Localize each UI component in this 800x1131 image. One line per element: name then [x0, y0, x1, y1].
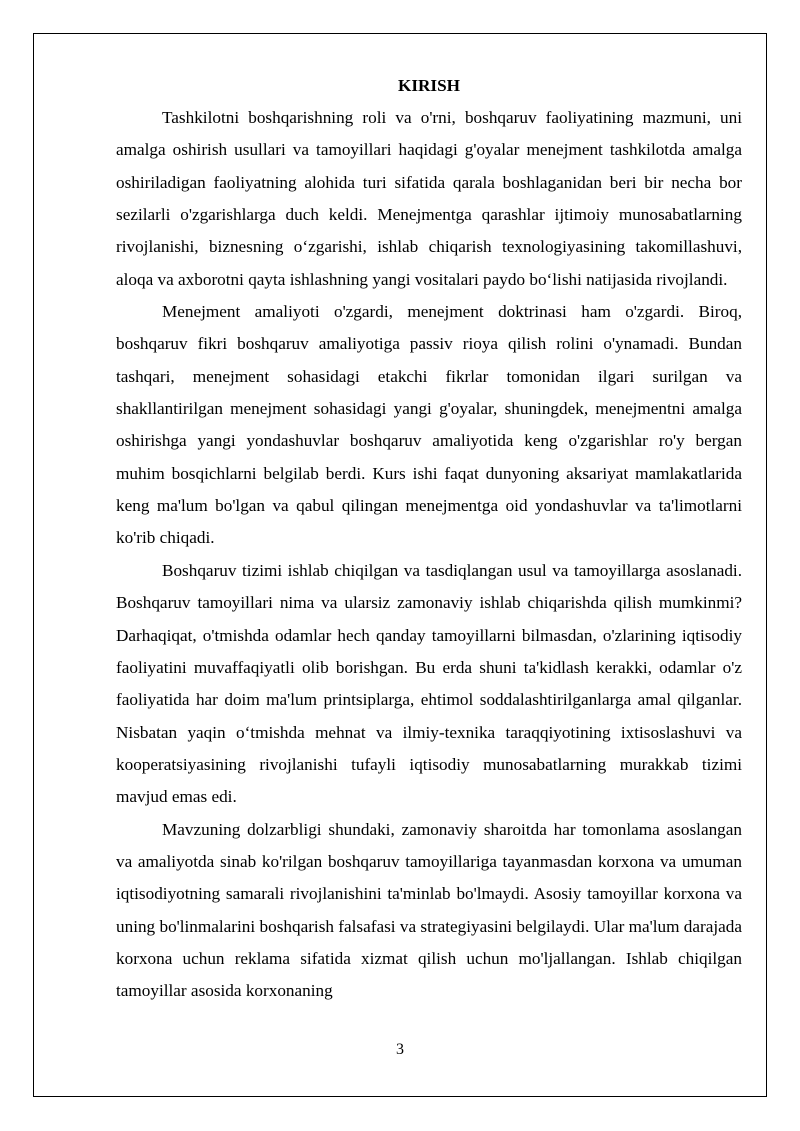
- paragraph-3: Boshqaruv tizimi ishlab chiqilgan va tasdiqlangan usul va tamoyillarga asoslanadi. Boshqaruv tamoyillari nima va ularsiz zamonaviy ishlab chiqarishda qilish mumkinmi? Darhaqiqat, o'tmishda odamlar hech qanday tamoyillarni bilmasdan, o'zlarining iqtisodiy faoliyatini muvaffaqiyatli olib borishgan. Bu erda shuni ta'kidlash kerakki, odamlar o'z faoliyatida har doim ma'lum printsiplarga, ehtimol soddalashtirilganlarga amal qilganlar. Nisbatan yaqin o‘tmishda mehnat va ilmiy-texnika taraqqiyotining ixtisoslashuvi va kooperatsiyasining rivojlanishi tufayli iqtisodiy munosabatlarning murakkab tizimi mavjud emas edi.: [116, 560, 742, 807]
- paragraph-2: Menejment amaliyoti o'zgardi, menejment doktrinasi ham o'zgardi. Biroq, boshqaruv fikri boshqaruv amaliyotiga passiv rioya qilish rolini o'ynamadi. Bundan tashqari, menejment sohasidagi etakchi fikrlar tomonidan ilgari surilgan va shakllantirilgan menejment sohasidagi yangi g'oyalar, shuningdek, menejmentni amalga oshirishga yangi yondashuvlar boshqaruv amaliyotida keng o'zgarishlar ro'y bergan muhim bosqichlarni belgilab berdi. Kurs ishi faqat dunyoning aksariyat mamlakatlarida keng ma'lum bo'lgan va qabul qilingan menejmentga oid yondashuvlar va ta'limotlarni ko'rib chiqadi.: [116, 302, 742, 548]
- document-body: [116, 70, 742, 1008]
- page-number: 3: [396, 1041, 404, 1058]
- paragraph-1: Tashkilotni boshqarishning roli va o'rni, boshqaruv faoliyatining mazmuni, uni amalga oshirish usullari va tamoyillari haqidagi g'oyalar menejment tashkilotda amalga oshiriladigan faoliyatning alohida turi sifatida qarala boshlaganidan beri bir necha bor sezilarli o'zgarishlarga duch keldi. Menejmentga qarashlar ijtimoiy munosabatlarning rivojlanishi, biznesning o‘zgarishi, ishlab chiqarish texnologiyasining takomillashuvi, aloqa va axborotni qayta ishlashning yangi vositalari paydo bo‘lishi natijasida rivojlandi.: [116, 108, 742, 289]
- paragraph-4: Mavzuning dolzarbligi shundaki, zamonaviy sharoitda har tomonlama asoslangan va amaliyotda sinab ko'rilgan boshqaruv tamoyillariga tayanmasdan korxona va umuman iqtisodiyotning samarali rivojlanishini ta'minlab bo'lmaydi. Asosiy tamoyillar korxona va uning bo'linmalarini boshqarish falsafasi va strategiyasini belgilaydi. Ular ma'lum darajada korxona uchun reklama sifatida xizmat qilish uchun mo'ljallangan. Ishlab chiqilgan tamoyillar asosida korxonaning: [116, 819, 742, 1001]
- section-heading: KIRISH: [397, 76, 461, 95]
